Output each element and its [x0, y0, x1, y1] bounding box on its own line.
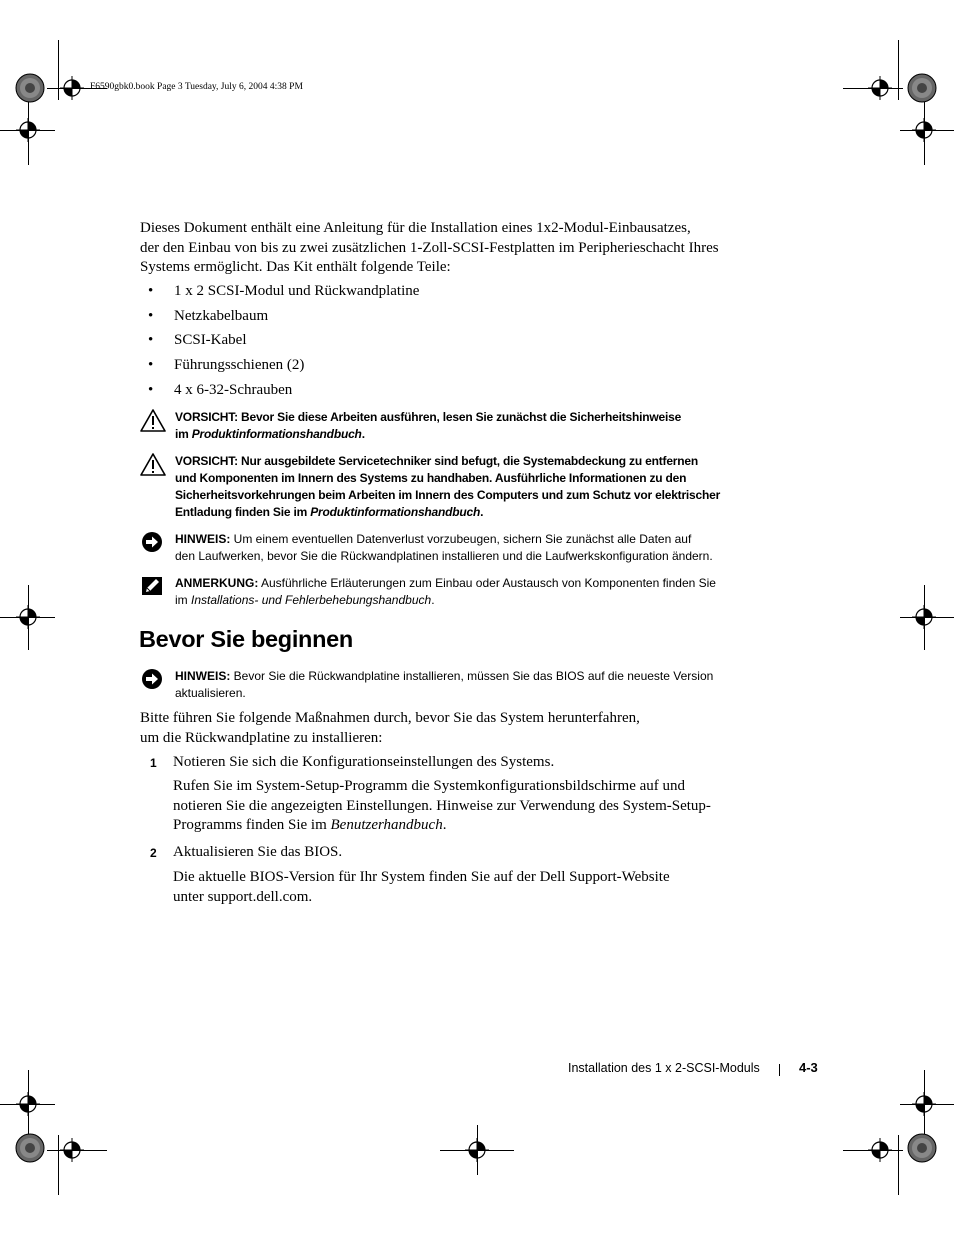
anmerkung-note	[140, 575, 760, 609]
notice-text: Bevor Sie die Rückwandplatine installieren, müssen Sie das BIOS auf die neueste Version	[230, 669, 714, 683]
intro-line: Systems ermöglicht. Das Kit enthält folgende Teile:	[140, 259, 451, 275]
footer-title: Installation des 1 x 2-SCSI-Moduls	[568, 1061, 760, 1075]
notice-text: Sicherheitsvorkehrungen beim Arbeiten im Innern des Computers und zum Schutz vor elektrischer	[175, 488, 721, 502]
notice-label: HINWEIS:	[175, 532, 231, 546]
caution-notice	[140, 409, 760, 443]
notice-label: ANMERKUNG:	[175, 576, 259, 590]
step-text: Aktualisieren Sie das BIOS.	[173, 844, 343, 860]
page-number: 4-3	[799, 1060, 818, 1075]
before-paragraph	[140, 709, 760, 748]
note-pencil-icon	[140, 575, 166, 599]
kit-items-list	[140, 282, 419, 405]
warning-triangle-icon	[140, 453, 166, 477]
list-item: • 1 x 2 SCSI-Modul und Rückwandplatine	[140, 282, 419, 307]
detail-line: Die aktuelle BIOS-Version für Ihr System finden Sie auf der Dell Support-Website	[173, 869, 670, 885]
detail-line: notieren Sie die angezeigten Einstellungen. Hinweise zur Verwendung des System-Setup-	[173, 797, 711, 814]
caution-notice	[140, 453, 760, 521]
warning-triangle-icon	[140, 409, 166, 433]
support-link[interactable]: support.dell.com	[207, 888, 309, 905]
notice-label: VORSICHT:	[175, 454, 238, 468]
step-item	[140, 843, 760, 863]
notice-text: aktualisieren.	[175, 686, 246, 700]
manual-reference: Produktinformationshandbuch	[310, 505, 481, 519]
notice-text: im	[175, 427, 192, 441]
paragraph-line: um die Rückwandplatine zu installieren:	[140, 729, 383, 746]
step-text: Notieren Sie sich die Konfigurationseinstellungen des Systems.	[173, 754, 555, 770]
notice-text: und Komponenten im Innern des Systems zu handhaben. Ausführliche Informationen zu den	[175, 471, 687, 485]
step-number: 1	[150, 756, 157, 770]
notice-text: Um einem eventuellen Datenverlust vorzubeugen, sichern Sie zunächst alle Daten auf	[230, 532, 692, 546]
step-detail	[173, 777, 763, 836]
detail-line: unter	[173, 888, 208, 905]
manual-reference: Installations- und Fehlerbehebungshandbuch	[191, 593, 432, 607]
step-number: 2	[150, 846, 157, 860]
list-item: • SCSI-Kabel	[140, 331, 419, 356]
step-item	[140, 753, 760, 773]
notice-text: im	[175, 593, 191, 607]
section-heading: Bevor Sie beginnen	[139, 626, 353, 652]
footer-separator	[779, 1064, 780, 1076]
notice-text: .	[431, 593, 435, 607]
notice-text: Nur ausgebildete Servicetechniker sind befugt, die Systemabdeckung zu entfernen	[237, 454, 698, 468]
list-item: • Netzkabelbaum	[140, 307, 419, 332]
paragraph-line: Bitte führen Sie folgende Maßnahmen durch, bevor Sie das System herunterfahren,	[140, 710, 640, 726]
detail-line: .	[308, 888, 313, 905]
detail-line: Programms finden Sie im	[173, 817, 331, 833]
manual-reference: Produktinformationshandbuch	[191, 427, 362, 441]
notice-text: den Laufwerken, bevor Sie die Rückwandplatinen installieren und die Laufwerkskonfiguration ändern.	[175, 549, 713, 563]
notice-text: .	[480, 505, 484, 519]
detail-line: .	[442, 817, 447, 833]
detail-line: Rufen Sie im System-Setup-Programm die Systemkonfigurationsbildschirme auf und	[173, 778, 686, 794]
notice-text: Entladung finden Sie im	[175, 505, 311, 519]
notice-arrow-icon	[140, 531, 166, 555]
intro-line: der den Einbau von bis zu zwei zusätzlichen 1-Zoll-SCSI-Festplatten im Peripherieschacht Ihres	[140, 239, 719, 256]
list-item: • Führungsschienen (2)	[140, 356, 419, 381]
intro-line: Dieses Dokument enthält eine Anleitung für die Installation eines 1x2-Modul-Einbausatzes,	[140, 220, 691, 236]
list-item: • 4 x 6-32-Schrauben	[140, 381, 419, 406]
notice-label: VORSICHT:	[175, 410, 238, 424]
notice-arrow-icon	[140, 668, 166, 692]
intro-paragraph	[140, 219, 760, 278]
notice-text: .	[361, 427, 365, 441]
manual-reference: Benutzerhandbuch	[330, 817, 443, 833]
hinweis-notice	[140, 531, 760, 565]
print-header: F6590gbk0.book Page 3 Tuesday, July 6, 2004 4:38 PM	[90, 82, 303, 92]
notice-text: Bevor Sie diese Arbeiten ausführen, lesen Sie zunächst die Sicherheitshinweise	[237, 410, 682, 424]
notice-label: HINWEIS:	[175, 669, 231, 683]
notice-text: Ausführliche Erläuterungen zum Einbau oder Austausch von Komponenten finden Sie	[258, 576, 716, 590]
hinweis-notice	[140, 668, 760, 702]
step-detail	[173, 868, 763, 907]
